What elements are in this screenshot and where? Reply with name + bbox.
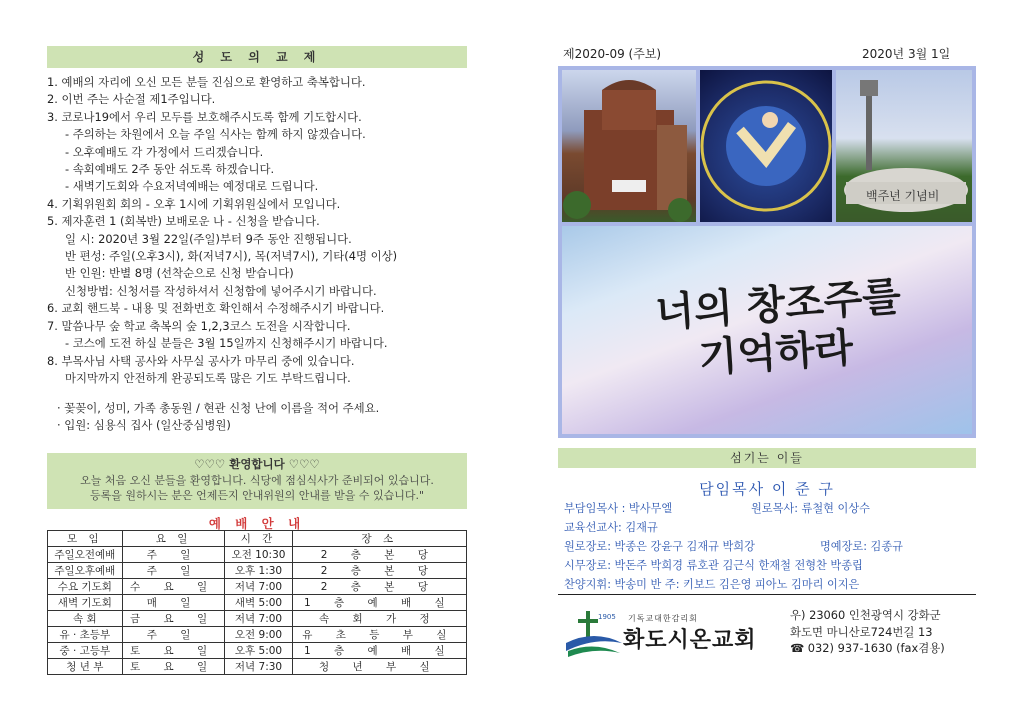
- column-header: 장 소: [292, 531, 466, 547]
- fellowship-item: 반 인원: 반별 8명 (선착순으로 신청 받습니다): [65, 266, 294, 281]
- fellowship-item: 8. 부목사님 사택 공사와 사무실 공사가 마무리 중에 있습니다.: [47, 353, 355, 368]
- address-block: [790, 607, 945, 657]
- fellowship-item: 2. 이번 주는 사순절 제1주입니다.: [47, 92, 216, 107]
- table-row: [48, 627, 467, 643]
- table-cell: 오후 5:00: [225, 643, 292, 659]
- fellowship-item: 신청방법: 신청서를 작성하셔서 신청함에 넣어주시기 바랍니다.: [65, 283, 377, 298]
- table-cell: 저녁 7:30: [225, 659, 292, 675]
- table-cell: 수 요 일: [122, 579, 225, 595]
- table-cell: 매 일: [122, 595, 225, 611]
- photo-panel: [558, 66, 976, 438]
- staff-entry: 부담임목사 : 박사무엘: [564, 502, 673, 515]
- table-cell: 유 · 초등부: [48, 627, 123, 643]
- fellowship-item: - 주의하는 차원에서 오늘 주일 식사는 함께 하지 않겠습니다.: [65, 127, 366, 142]
- table-header: [48, 531, 467, 547]
- worship-title: 예 배 안 내: [208, 516, 306, 531]
- table-cell: 주 일: [122, 627, 225, 643]
- phone-line: ☎ 032) 937-1630 (fax겸용): [790, 641, 945, 656]
- banner-line-2: 기억하라: [697, 323, 855, 382]
- fellowship-item: 일 시: 2020년 3월 22일(주일)부터 9주 동안 진행됩니다.: [65, 231, 352, 246]
- fellowship-item: - 속회예배도 2주 동안 쉬도록 하겠습니다.: [65, 162, 275, 177]
- welcome-box: [47, 453, 467, 509]
- worship-schedule-table: [47, 530, 467, 675]
- table-cell: 유 초 등 부 실: [292, 627, 466, 643]
- staff-entry: 교육선교사: 김재규: [564, 521, 658, 534]
- notice-hospital: · 입원: 심용식 집사 (일산중심병원): [57, 418, 231, 433]
- table-cell: 오후 1:30: [225, 563, 292, 579]
- fellowship-item: 마지막까지 안전하게 완공되도록 많은 기도 부탁드립니다.: [65, 370, 351, 385]
- head-pastor: 담임목사 이 준 구: [699, 480, 835, 498]
- memorial-stone-photo: [836, 70, 972, 222]
- fellowship-item: 6. 교회 핸드북 - 내용 및 전화번호 확인해서 수정해주시기 바랍니다.: [47, 301, 385, 316]
- address-line-1: 우) 23060 인천광역시 강화군: [790, 608, 941, 622]
- fellowship-item: - 코스에 도전 하실 분들은 3월 15일까지 신청해주시기 바랍니다.: [65, 336, 388, 351]
- table-cell: 주일오전예배: [48, 547, 123, 563]
- servants-title: 섬기는 이들: [558, 448, 976, 468]
- denomination: 기독교대한감리회: [628, 614, 698, 623]
- table-cell: 2 층 본 당: [292, 579, 466, 595]
- church-building-photo: [562, 70, 696, 222]
- table-cell: 속 회 가 정: [292, 611, 466, 627]
- welcome-title: ♡♡♡ 환영합니다 ♡♡♡: [194, 457, 320, 471]
- banner-line-1: 너의 창조주를: [653, 272, 903, 337]
- staff-entry: 명예장로: 김종규: [820, 540, 903, 553]
- issue-number: 제2020-09 (주보): [563, 47, 662, 61]
- table-row: [48, 579, 467, 595]
- notice-flowers: · 꽃꽂이, 성미, 가족 총동원 / 현관 신청 난에 이름을 적어 주세요.: [57, 401, 380, 416]
- staff-entry: 찬양지휘: 박송미 반 주: 키보드 김은영 피아노 김마리 이지은: [564, 578, 860, 591]
- issue-date: 2020년 3월 1일: [862, 47, 951, 61]
- table-cell: 중 · 고등부: [48, 643, 123, 659]
- svg-text:백주년 기념비: 백주년 기념비: [866, 189, 940, 203]
- table-cell: 오전 9:00: [225, 627, 292, 643]
- divider: [558, 594, 976, 595]
- table-cell: 2 층 본 당: [292, 547, 466, 563]
- table-cell: 저녁 7:00: [225, 579, 292, 595]
- table-cell: 오전 10:30: [225, 547, 292, 563]
- fellowship-list: [47, 74, 467, 387]
- column-header: 시 간: [225, 531, 292, 547]
- welcome-line-2: 등록을 원하시는 분은 언제든지 안내위원의 안내를 받을 수 있습니다.": [89, 489, 425, 502]
- fellowship-item: - 새벽기도회와 수요저녁예배는 예정대로 드립니다.: [65, 179, 319, 194]
- table-row: [48, 563, 467, 579]
- table-cell: 주 일: [122, 547, 225, 563]
- table-cell: 수요 기도회: [48, 579, 123, 595]
- fellowship-item: 4. 기획위원회 회의 - 오후 1시에 기획위원실에서 모입니다.: [47, 196, 341, 211]
- table-row: [48, 547, 467, 563]
- fellowship-item: 5. 제자훈련 1 (회복반) 보배로운 나 - 신청을 받습니다.: [47, 214, 320, 229]
- fellowship-section: [47, 46, 467, 434]
- fellowship-item: - 오후예배도 각 가정에서 드리겠습니다.: [65, 144, 264, 159]
- table-cell: 1 층 예 배 실: [292, 643, 466, 659]
- fellowship-item: 7. 말씀나무 숲 학교 축복의 숲 1,2,3코스 도전을 시작합니다.: [47, 318, 351, 333]
- table-cell: 토 요 일: [122, 659, 225, 675]
- column-header: 요 일: [122, 531, 225, 547]
- address-line-2: 화도면 마니산로724번길 13: [790, 624, 933, 639]
- table-cell: 청 년 부 실: [292, 659, 466, 675]
- table-cell: 청 년 부: [48, 659, 123, 675]
- table-cell: 금 요 일: [122, 611, 225, 627]
- table-cell: 주 일: [122, 563, 225, 579]
- column-header: 모 임: [48, 531, 123, 547]
- fellowship-item: 3. 코로나19에서 우리 모두를 보호해주시도록 함께 기도합시다.: [47, 109, 362, 124]
- table-row: [48, 595, 467, 611]
- table-cell: 2 층 본 당: [292, 563, 466, 579]
- since-year: 1905: [598, 613, 616, 621]
- welcome-line-1: 오늘 처음 오신 분들을 환영합니다. 식당에 점심식사가 준비되어 있습니다.: [80, 474, 434, 487]
- table-row: [48, 611, 467, 627]
- staff-entry: 원로장로: 박종은 강윤구 김재규 박희강: [564, 540, 755, 553]
- table-cell: 주일오후예배: [48, 563, 123, 579]
- table-cell: 1 층 예 배 실: [292, 595, 466, 611]
- fellowship-item: 1. 예배의 자리에 오신 모든 분들 진심으로 환영하고 축복합니다.: [47, 75, 366, 89]
- table-cell: 새벽 5:00: [225, 595, 292, 611]
- table-cell: 토 요 일: [122, 643, 225, 659]
- fellowship-title: 성 도 의 교 제: [47, 46, 467, 68]
- table-row: [48, 643, 467, 659]
- table-cell: 새벽 기도회: [48, 595, 123, 611]
- stained-glass-photo: [700, 70, 832, 222]
- theme-banner: [562, 226, 972, 434]
- table-cell: 속 회: [48, 611, 123, 627]
- staff-entry: 원로목사: 류철현 이상수: [751, 502, 870, 515]
- church-name: 화도시온교회: [623, 628, 757, 653]
- fellowship-item: 반 편성: 주일(오후3시), 화(저녁7시), 목(저녁7시), 기타(4명 이상): [65, 249, 398, 264]
- table-row: [48, 659, 467, 675]
- staff-entry: 시무장로: 박돈주 박희경 류호관 김근식 한재철 전형찬 박종립: [564, 559, 863, 572]
- table-cell: 저녁 7:00: [225, 611, 292, 627]
